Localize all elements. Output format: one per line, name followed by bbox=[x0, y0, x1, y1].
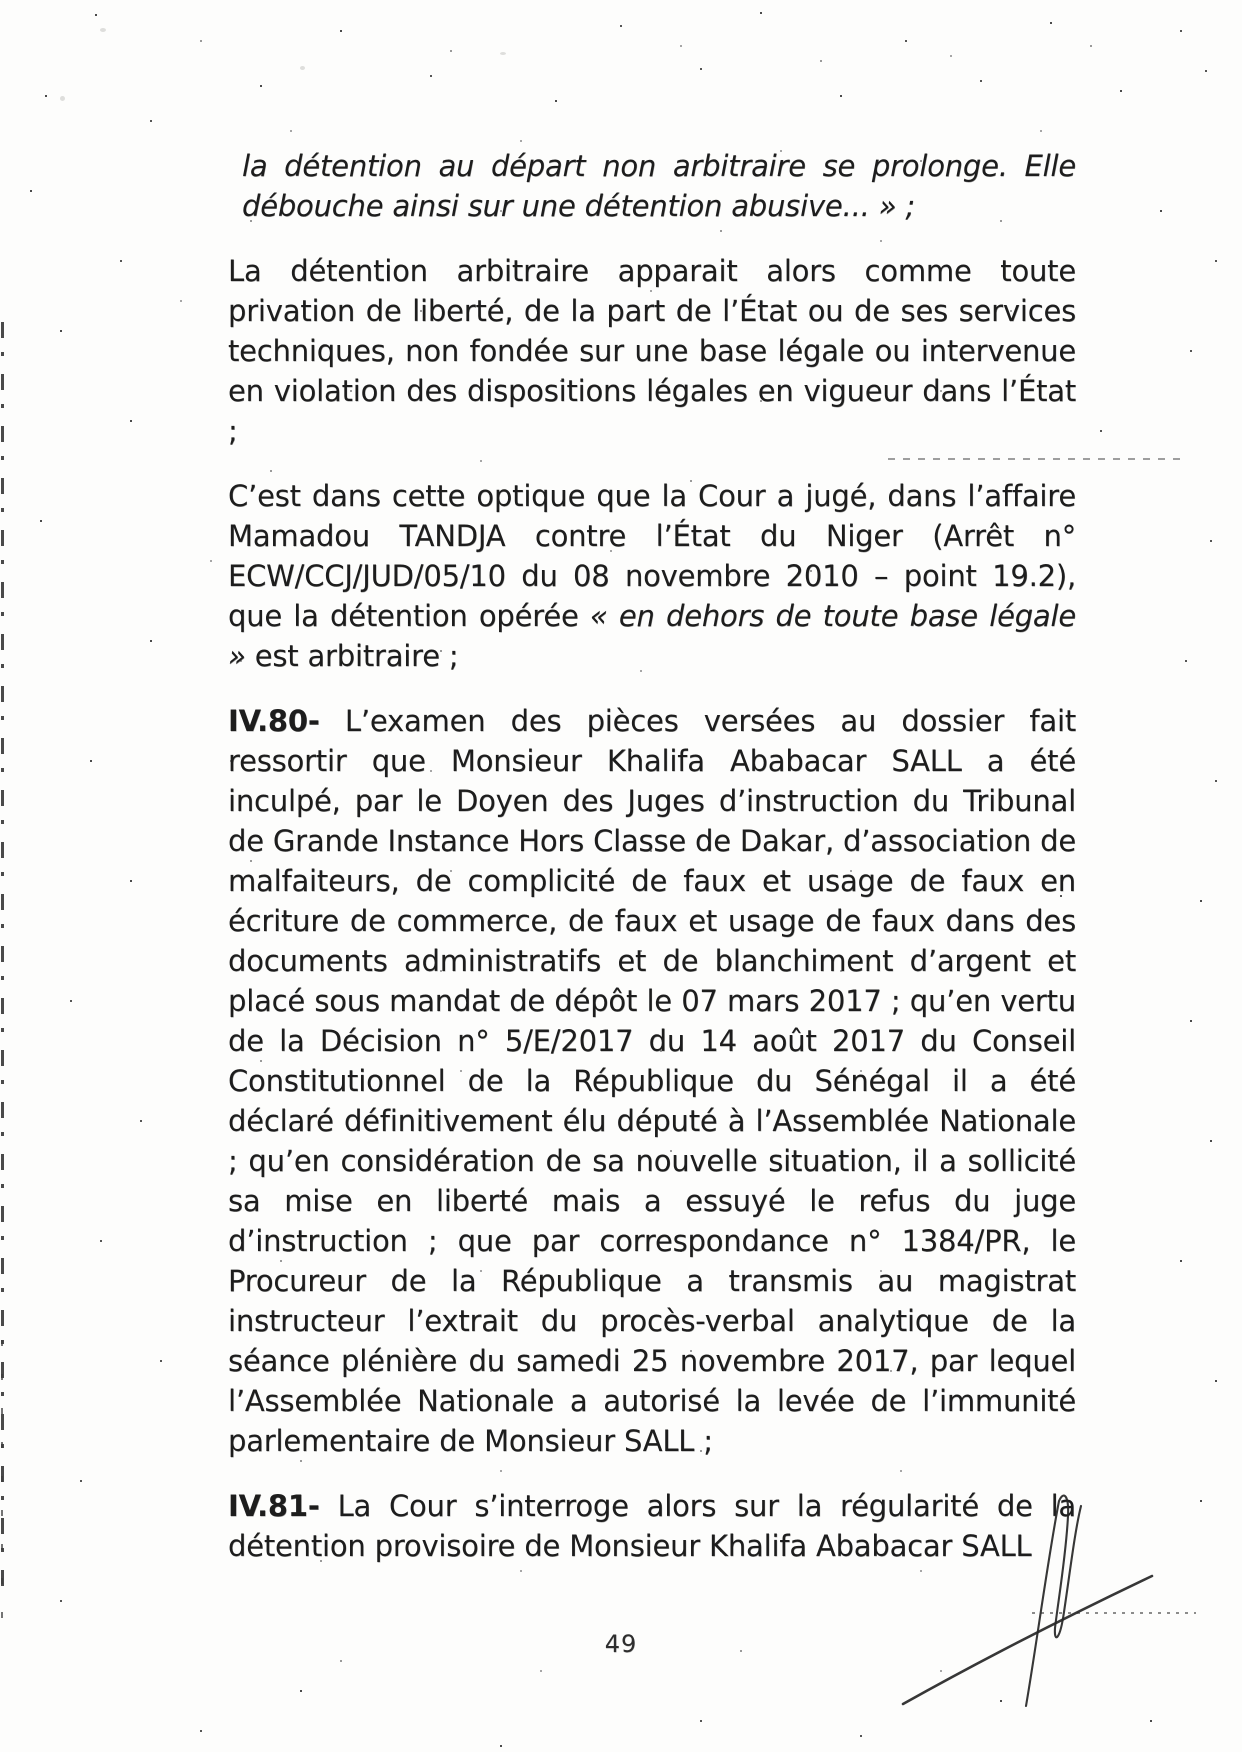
scan-smudge bbox=[100, 28, 106, 32]
scan-smudge bbox=[300, 66, 305, 70]
text-run: C’est dans cette optique que la Cour a jugé, dans l’affaire Mamadou TANDJA contre l’État du Niger (Arrêt n° ECW/CCJ/JUD/05/10 du 08 novembre 2010 – point 19.2), que la détention opérée bbox=[228, 479, 1076, 633]
scan-speckle-noise-dark bbox=[95, 14, 97, 16]
text-run: La Cour s’interroge alors sur la régularité de la détention provisoire de Monsieur Khalifa Ababacar SALL bbox=[228, 1489, 1076, 1563]
page-number: 49 bbox=[604, 1630, 638, 1658]
text-run: IV.81- bbox=[228, 1489, 320, 1523]
paragraph-affaire-tandja bbox=[228, 476, 1076, 676]
scan-smudge bbox=[60, 96, 65, 101]
paragraph-detention-arbitraire bbox=[228, 251, 1076, 451]
faint-dotted-line bbox=[1032, 1612, 1196, 1614]
scan-speckle-noise-light bbox=[200, 40, 202, 42]
quote-paragraph bbox=[242, 146, 1076, 226]
text-run: « en dehors de toute base légale » bbox=[228, 599, 1076, 673]
text-run: est arbitraire ; bbox=[245, 639, 459, 673]
paragraph-iv80 bbox=[228, 701, 1076, 1461]
left-edge-scan-artifact-lower bbox=[1, 1340, 3, 1640]
text-run: La détention arbitraire apparait alors comme toute privation de liberté, de la part de l’État ou de ses services techniques, non fondée sur une base légale ou intervenue en violation des dispositions légales en vigueur dans l’État ; bbox=[228, 254, 1076, 448]
text-run: L’examen des pièces versées au dossier fait ressortir que Monsieur Khalifa Ababacar SALL a été inculpé, par le Doyen des Juges d’instruction du Tribunal de Grande Instance Hors Classe de Dakar, d’association de malfaiteurs, de complicité de faux et usage de faux en écriture de commerce, de faux et usage de faux dans des documents administratifs et de blanchiment d’argent et placé sous mandat de dépôt le 07 mars 2017 ; qu’en vertu de la Décision n° 5/E/2017 du 14 août 2017 du Conseil Constitutionnel de la République du Sénégal il a été déclaré définitivement élu député à l’Assemblée Nationale ; qu’en considération de sa nouvelle situation, il a sollicité sa mise en liberté mais a essuyé le refus du juge d’instruction ; que par correspondance n° 1384/PR, le Procureur de la République a transmis au magistrat instructeur l’extrait du procès-verbal analytique de la séance plénière du samedi 25 novembre 2017, par lequel l’Assemblée Nationale a autorisé la levée de l’immunité parlementaire de Monsieur SALL ; bbox=[228, 704, 1076, 1458]
text-run: la détention au départ non arbitraire se prolonge. Elle débouche ainsi sur une détention abusive... » ; bbox=[242, 149, 1076, 223]
text-run: IV.80- bbox=[228, 704, 320, 738]
paragraph-iv81 bbox=[228, 1486, 1076, 1566]
document-text bbox=[228, 146, 1076, 1591]
scan-smudge bbox=[500, 52, 506, 55]
